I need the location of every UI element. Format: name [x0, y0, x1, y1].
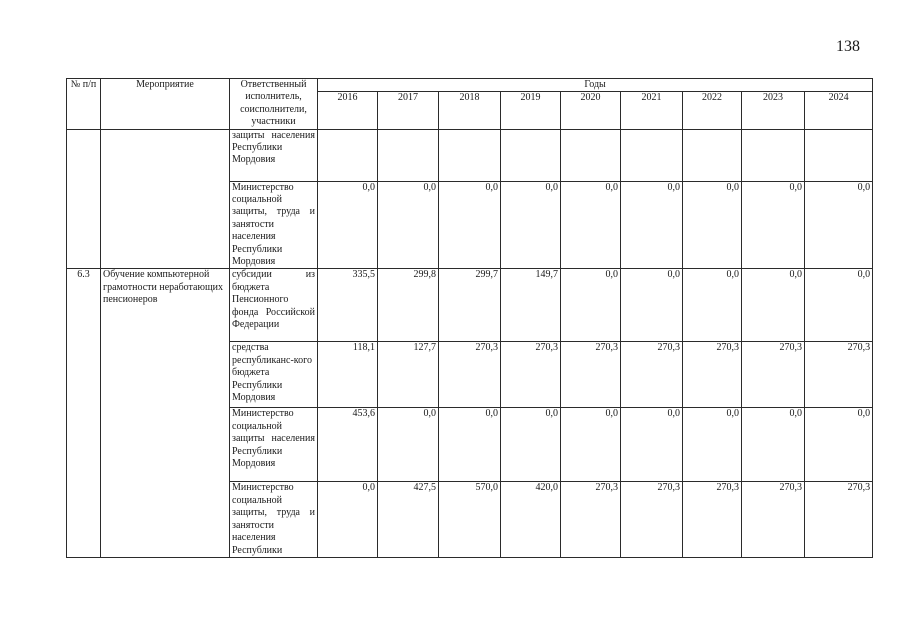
cell-value: 0,0 — [501, 408, 561, 482]
cell-value: 149,7 — [501, 269, 561, 342]
header-event: Мероприятие — [101, 79, 230, 130]
header-year: 2018 — [439, 92, 501, 129]
cell-number — [67, 129, 101, 269]
cell-value — [439, 129, 501, 181]
cell-value: 0,0 — [378, 181, 439, 269]
cell-value — [805, 129, 873, 181]
cell-value: 299,7 — [439, 269, 501, 342]
budget-table — [66, 78, 873, 558]
header-row — [67, 79, 873, 92]
cell-responsible: Министерство социальной защиты населения Республики Мордовия — [230, 408, 318, 482]
cell-event — [101, 129, 230, 269]
cell-value: 0,0 — [561, 408, 621, 482]
cell-event: Обучение компьютерной грамотности неработающих пенсионеров — [101, 269, 230, 557]
cell-value: 270,3 — [742, 482, 805, 557]
cell-value: 270,3 — [683, 482, 742, 557]
cell-value: 270,3 — [683, 342, 742, 408]
cell-value: 270,3 — [561, 482, 621, 557]
cell-value: 0,0 — [501, 181, 561, 269]
cell-value: 270,3 — [501, 342, 561, 408]
cell-value: 0,0 — [621, 181, 683, 269]
header-year: 2020 — [561, 92, 621, 129]
cell-value — [501, 129, 561, 181]
header-year: 2024 — [805, 92, 873, 129]
cell-value: 0,0 — [561, 269, 621, 342]
cell-value: 270,3 — [439, 342, 501, 408]
cell-value: 0,0 — [439, 181, 501, 269]
cell-value: 0,0 — [561, 181, 621, 269]
cell-number: 6.3 — [67, 269, 101, 557]
cell-value: 0,0 — [318, 482, 378, 557]
cell-value: 0,0 — [742, 181, 805, 269]
cell-value: 0,0 — [742, 269, 805, 342]
header-year: 2022 — [683, 92, 742, 129]
cell-value: 0,0 — [742, 408, 805, 482]
cell-responsible: защиты населения Республики Мордовия — [230, 129, 318, 181]
cell-value — [378, 129, 439, 181]
cell-value: 0,0 — [378, 408, 439, 482]
cell-value: 0,0 — [805, 269, 873, 342]
header-years: Годы — [318, 79, 873, 92]
cell-value: 118,1 — [318, 342, 378, 408]
cell-value: 127,7 — [378, 342, 439, 408]
cell-value: 270,3 — [621, 482, 683, 557]
cell-value — [318, 129, 378, 181]
table-row — [67, 129, 873, 181]
cell-value: 0,0 — [621, 408, 683, 482]
header-number: № п/п — [67, 79, 101, 130]
cell-responsible: Министерство социальной защиты, труда и занятости населения Республики Мордовия — [230, 181, 318, 269]
cell-value: 420,0 — [501, 482, 561, 557]
cell-value: 0,0 — [683, 408, 742, 482]
cell-value: 0,0 — [621, 269, 683, 342]
cell-value: 0,0 — [439, 408, 501, 482]
cell-value: 270,3 — [621, 342, 683, 408]
cell-value — [683, 129, 742, 181]
header-responsible: Ответственный исполнитель, соисполнители, участники — [230, 79, 318, 130]
header-year: 2023 — [742, 92, 805, 129]
header-year: 2016 — [318, 92, 378, 129]
cell-responsible: субсидии из бюджета Пенсионного фонда Российской Федерации — [230, 269, 318, 342]
cell-value: 0,0 — [805, 181, 873, 269]
cell-value: 570,0 — [439, 482, 501, 557]
cell-value: 427,5 — [378, 482, 439, 557]
page-number: 138 — [836, 38, 860, 55]
cell-value — [561, 129, 621, 181]
cell-value: 453,6 — [318, 408, 378, 482]
cell-value: 299,8 — [378, 269, 439, 342]
cell-value: 270,3 — [561, 342, 621, 408]
cell-value: 270,3 — [742, 342, 805, 408]
cell-value: 0,0 — [683, 269, 742, 342]
cell-value: 270,3 — [805, 342, 873, 408]
cell-value: 0,0 — [805, 408, 873, 482]
cell-value — [621, 129, 683, 181]
cell-responsible: Министерство социальной защиты, труда и занятости населения Республики — [230, 482, 318, 557]
cell-value — [742, 129, 805, 181]
cell-responsible: средства республиканс-кого бюджета Республики Мордовия — [230, 342, 318, 408]
cell-value: 335,5 — [318, 269, 378, 342]
cell-value: 270,3 — [805, 482, 873, 557]
cell-value: 0,0 — [318, 181, 378, 269]
header-year: 2019 — [501, 92, 561, 129]
header-year: 2017 — [378, 92, 439, 129]
table-row — [67, 269, 873, 342]
header-year: 2021 — [621, 92, 683, 129]
cell-value: 0,0 — [683, 181, 742, 269]
